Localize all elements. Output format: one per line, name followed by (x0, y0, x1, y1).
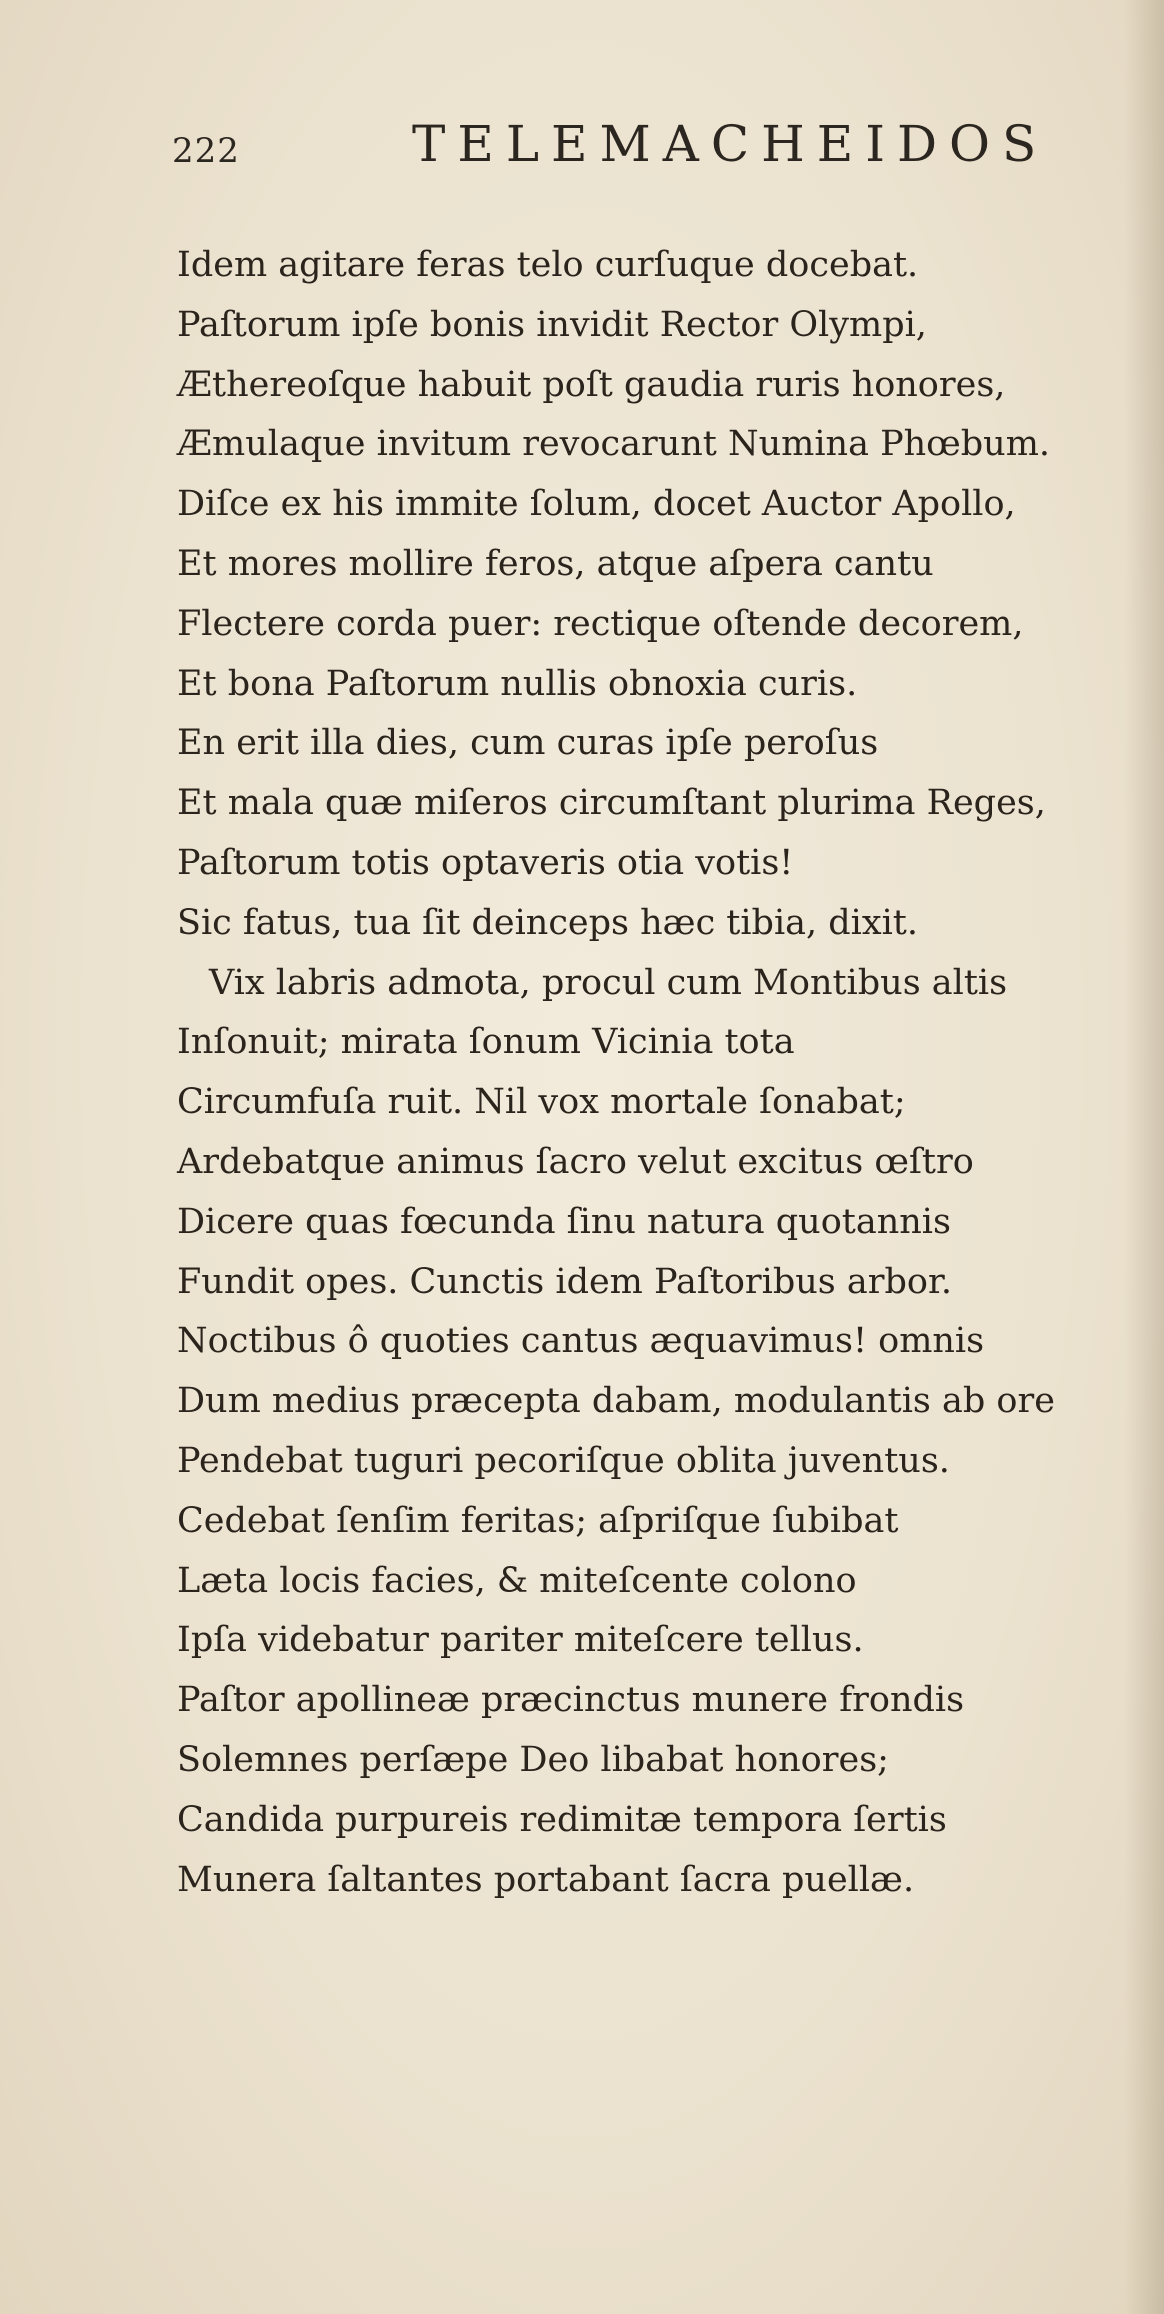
verse-body (177, 236, 1137, 1910)
verse-line: Et mala quæ miſeros circumſtant plurima Reges, (177, 783, 1046, 824)
verse-line: Fundit opes. Cunctis idem Paſtoribus arbor. (177, 1261, 952, 1302)
verse-line: Paſtorum totis optaveris otia votis! (177, 842, 794, 883)
verse-line: Cedebat ſenſim feritas; aſpriſque ſubibat (177, 1500, 899, 1541)
verse-line: Sic fatus, tua ſit deinceps hæc tibia, dixit. (177, 902, 918, 943)
verse-line: Inſonuit; mirata ſonum Vicinia tota (177, 1022, 795, 1063)
running-title: TELEMACHEIDOS (412, 115, 1049, 173)
verse-line: En erit illa dies, cum curas ipſe peroſus (177, 723, 879, 764)
verse-line: Candida purpureis redimitæ tempora ſertis (177, 1799, 947, 1840)
verse-line: Æthereoſque habuit poſt gaudia ruris honores, (177, 364, 1006, 405)
verse-line: Vix labris admota, procul cum Montibus altis (209, 962, 1008, 1003)
verse-line: Pendebat tuguri pecoriſque oblita juventus. (177, 1440, 950, 1481)
verse-line: Dum medius præcepta dabam, modulantis ab ore (177, 1381, 1055, 1422)
verse-line: Diſce ex his immite ſolum, docet Auctor Apollo, (177, 484, 1016, 525)
verse-line: Flectere corda puer: rectique oſtende decorem, (177, 603, 1024, 644)
verse-line: Læta locis facies, & miteſcente colono (177, 1560, 857, 1601)
verse-line: Dicere quas fœcunda ſinu natura quotannis (177, 1201, 951, 1242)
page-number: 222 (172, 131, 240, 171)
verse-line: Solemnes perſæpe Deo libabat honores; (177, 1739, 889, 1780)
verse-line: Munera ſaltantes portabant ſacra puellæ. (177, 1859, 915, 1900)
verse-line: Ipſa videbatur pariter miteſcere tellus. (177, 1620, 864, 1661)
verse-line: Idem agitare feras telo curſuque docebat. (177, 245, 919, 285)
verse-line: Circumfuſa ruit. Nil vox mortale ſonabat; (177, 1082, 906, 1123)
verse-line: Noctibus ô quoties cantus æquavimus! omnis (177, 1321, 985, 1362)
verse-line: Et bona Paſtorum nullis obnoxia curis. (177, 663, 858, 704)
verse-line: Et mores mollire feros, atque aſpera cantu (177, 543, 934, 584)
verse-line: Paſtorum ipſe bonis invidit Rector Olympi, (177, 304, 927, 345)
running-header (172, 115, 1049, 185)
verse-line: Paſtor apollineæ præcinctus munere frondis (177, 1680, 965, 1721)
verse-line: Æmulaque invitum revocarunt Numina Phœbum. (177, 424, 1051, 465)
verse-line: Ardebatque animus ſacro velut excitus œſtro (177, 1141, 974, 1182)
